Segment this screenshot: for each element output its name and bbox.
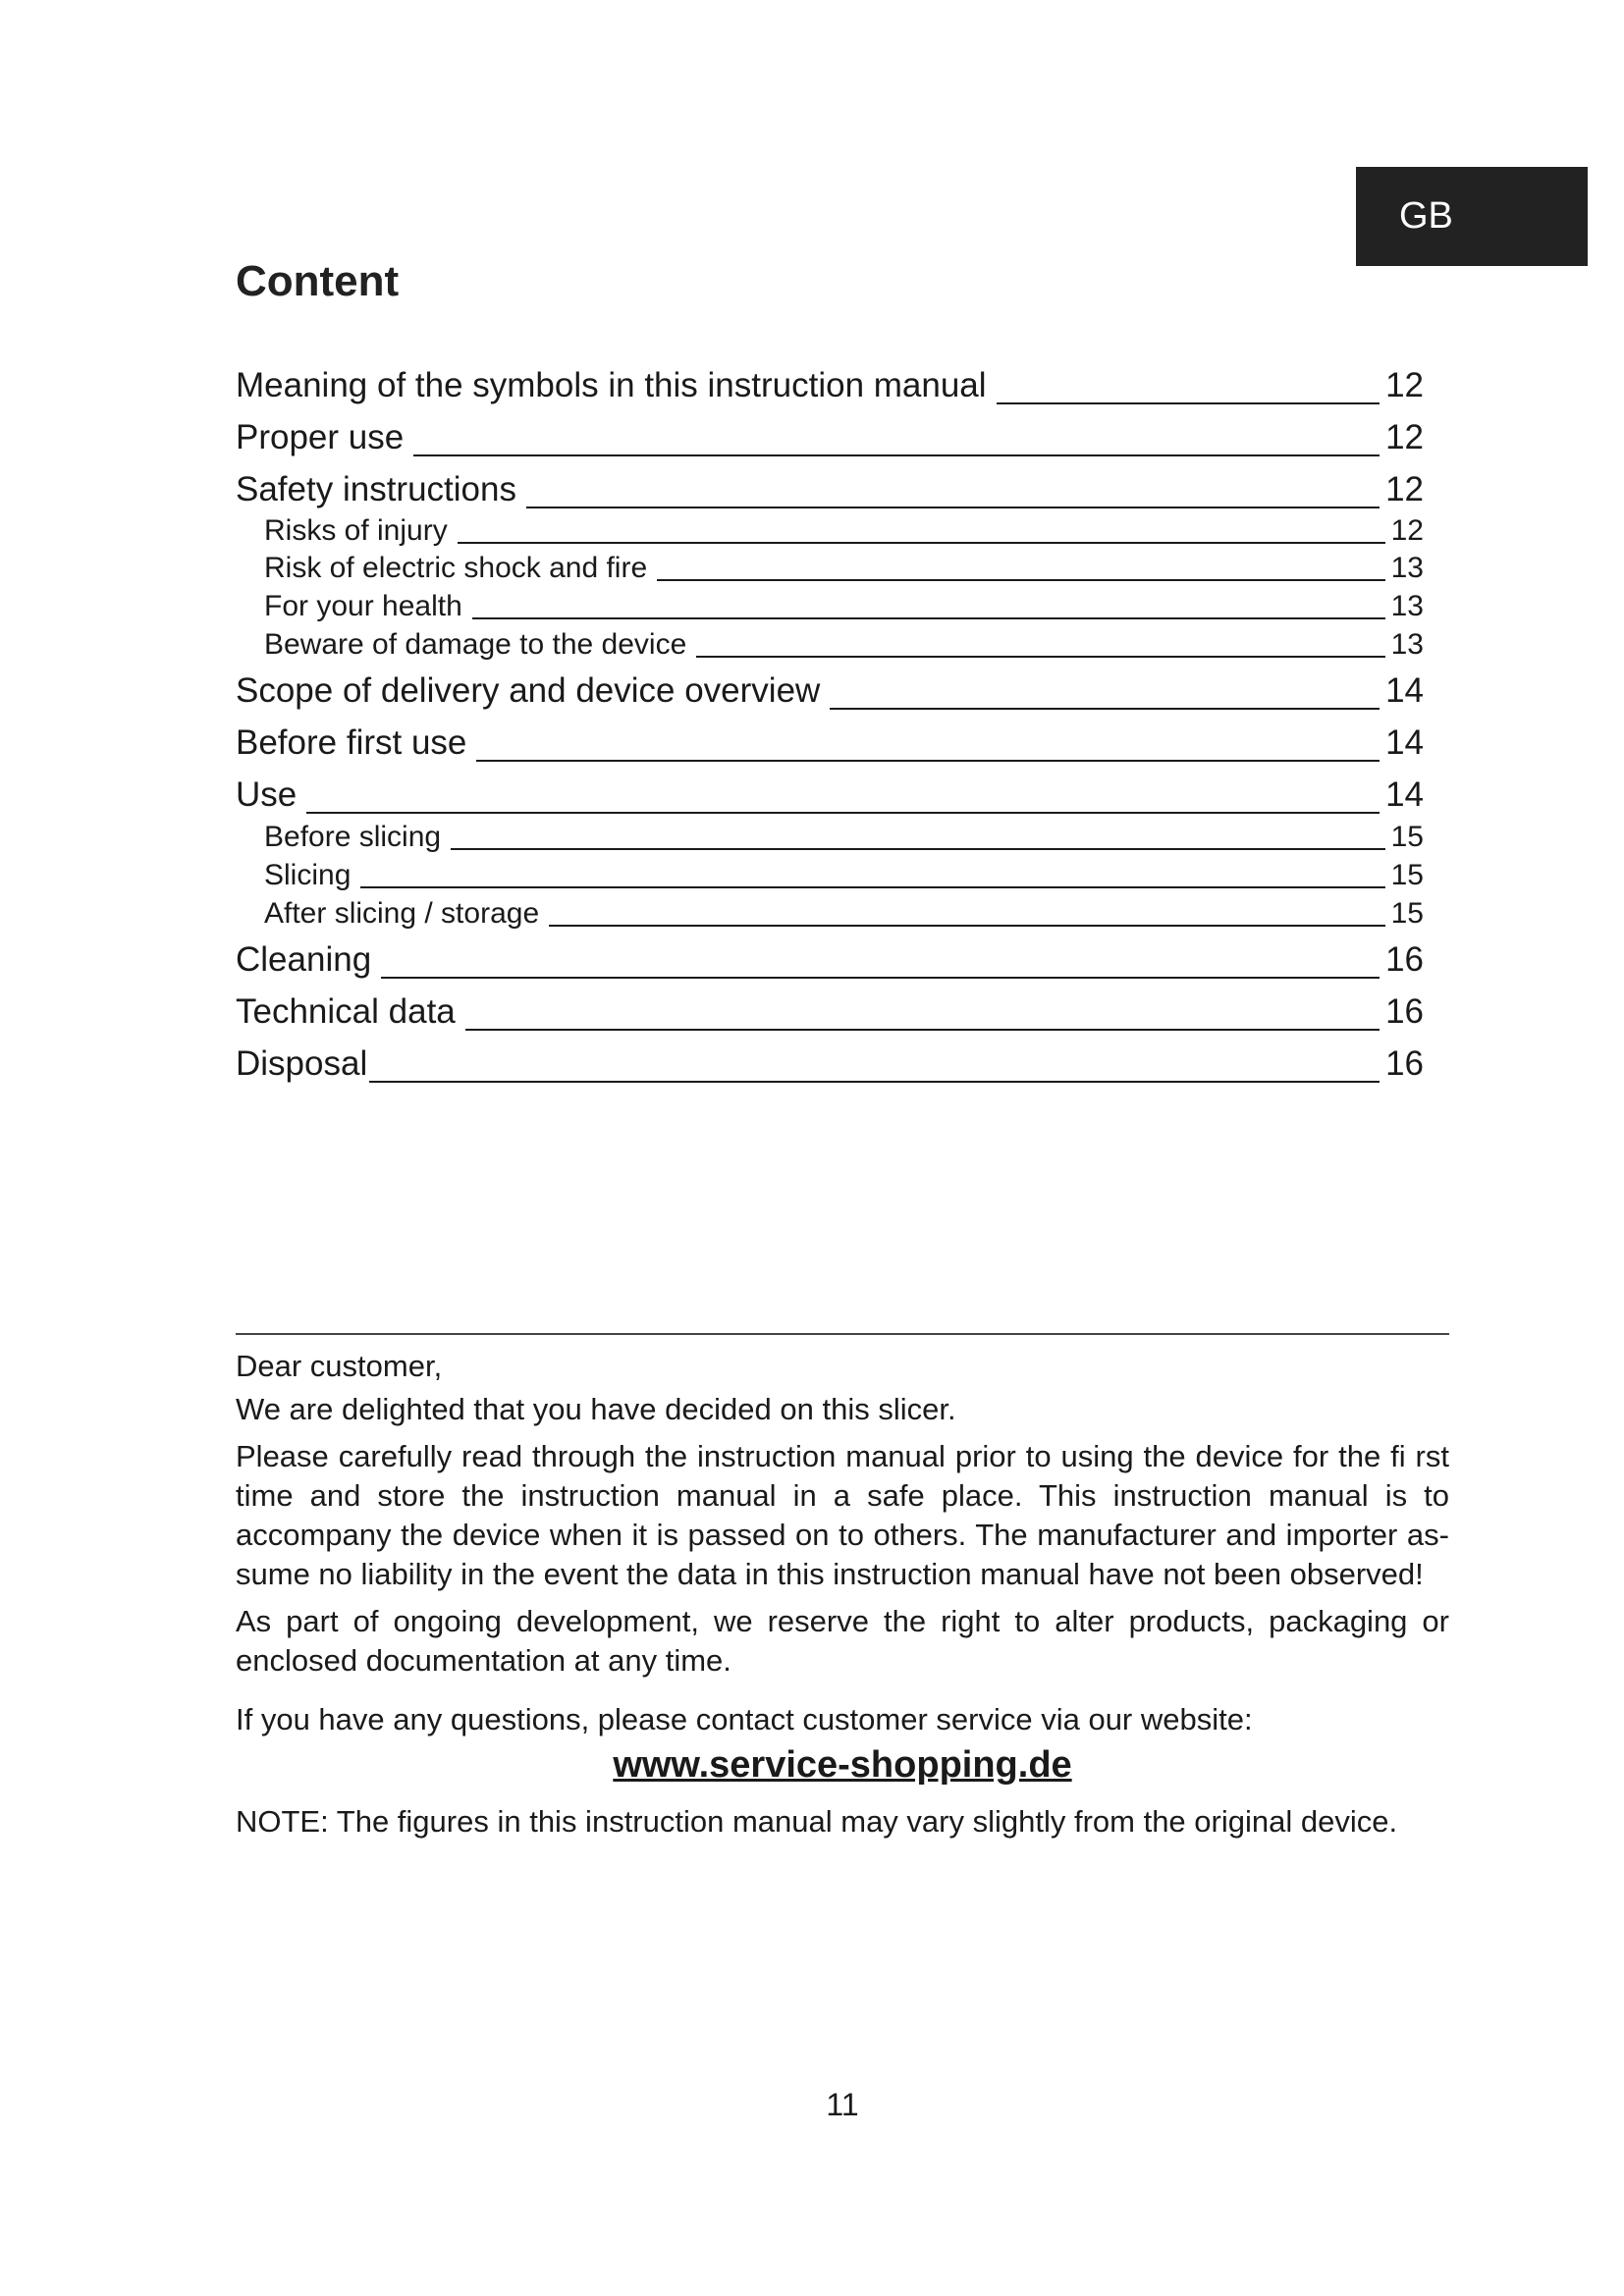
toc-leader [369, 1081, 1380, 1083]
toc-leader [696, 656, 1384, 658]
toc-entry [236, 992, 1424, 1040]
customer-letter [236, 1347, 1449, 1849]
figures-note: NOTE: The figures in this instruction manual may vary slightly from the original device. [236, 1804, 1398, 1839]
toc-entry [236, 775, 1424, 823]
toc-entry-label: After slicing / storage [264, 897, 540, 930]
website-link[interactable]: www.service-shopping.de [613, 1744, 1072, 1786]
toc-entry-label: Risk of electric shock and fire [264, 552, 648, 584]
toc-subentry [236, 859, 1424, 896]
toc-entry-label: Disposal [236, 1044, 368, 1083]
toc-leader [997, 402, 1380, 404]
toc-subentry [236, 821, 1424, 858]
toc-leader [413, 454, 1380, 456]
development-paragraph: As part of ongoing development, we reserve the right to alter products, packaging or enclosed documentation at any time. [236, 1604, 1449, 1678]
toc-entry-label: Scope of delivery and device overview [236, 671, 821, 710]
intro-paragraph: We are delighted that you have decided on this slicer. [236, 1392, 956, 1426]
toc-entry-page: 16 [1385, 940, 1424, 979]
toc-entry-label: Risks of injury [264, 514, 448, 547]
toc-entry-page: 16 [1385, 1044, 1424, 1083]
page-number: 11 [826, 2087, 859, 2122]
manual-notice-paragraph: Please carefully read through the instruction manual prior to using the device for the fi rst time and store the instruction manual in a safe place. This instruction manual is to accompany the device when it is passed on to others. The manufacturer and importer as-sume no liability in the event the data in this instruction manual have not been observed! [236, 1439, 1449, 1591]
contact-paragraph: If you have any questions, please contact customer service via our website: [236, 1702, 1253, 1736]
toc-subentry [236, 552, 1424, 589]
toc-entry-label: Cleaning [236, 940, 372, 979]
toc-entry-label: Meaning of the symbols in this instruction manual [236, 366, 987, 404]
toc-leader [476, 760, 1380, 762]
toc-entry-label: Safety instructions [236, 470, 516, 508]
toc-entry-page: 13 [1390, 628, 1424, 661]
toc-entry [236, 366, 1424, 413]
section-divider [236, 1333, 1449, 1335]
toc-leader [472, 617, 1385, 619]
toc-leader [657, 579, 1384, 581]
toc-entry-page: 13 [1390, 590, 1424, 622]
toc-leader [360, 886, 1384, 888]
toc-entry [236, 723, 1424, 771]
toc-entry-page: 14 [1385, 671, 1424, 710]
toc-entry-page: 16 [1385, 992, 1424, 1031]
toc-entry [236, 671, 1424, 719]
toc-entry-label: Beware of damage to the device [264, 628, 687, 661]
toc-entry-label: Slicing [264, 859, 352, 891]
toc-title: Content [236, 257, 400, 305]
toc-leader [306, 812, 1380, 814]
toc-entry-label: Use [236, 775, 298, 814]
salutation: Dear customer, [236, 1349, 443, 1383]
toc-entry-label: Technical data [236, 992, 456, 1031]
toc-entry-page: 14 [1385, 723, 1424, 762]
toc-leader [381, 977, 1380, 979]
toc-entry-page: 13 [1390, 552, 1424, 584]
toc-entry-label: For your health [264, 590, 462, 622]
toc-entry-label: Proper use [236, 418, 405, 456]
toc-leader [458, 542, 1385, 544]
toc-subentry [236, 590, 1424, 627]
toc-entry-page: 12 [1385, 366, 1424, 404]
toc-leader [830, 708, 1380, 710]
toc-entry-label: Before first use [236, 723, 467, 762]
toc-entry-page: 15 [1390, 821, 1424, 853]
toc-entry-page: 12 [1385, 418, 1424, 456]
toc-subentry [236, 514, 1424, 552]
language-tab: GB [1356, 167, 1588, 266]
toc-subentry [236, 897, 1424, 934]
toc-entry-label: Before slicing [264, 821, 442, 853]
toc-entry [236, 1044, 1424, 1092]
toc-leader [465, 1029, 1380, 1031]
toc-entry [236, 940, 1424, 988]
toc-entry-page: 15 [1390, 859, 1424, 891]
toc-leader [526, 507, 1380, 508]
toc-entry-page: 15 [1390, 897, 1424, 930]
toc-entry [236, 470, 1424, 517]
toc-entry [236, 418, 1424, 465]
toc-leader [451, 848, 1385, 850]
toc-subentry [236, 628, 1424, 666]
toc-leader [549, 925, 1385, 927]
toc-entry-page: 14 [1385, 775, 1424, 814]
toc-entry-page: 12 [1385, 470, 1424, 508]
toc-entry-page: 12 [1390, 514, 1424, 547]
